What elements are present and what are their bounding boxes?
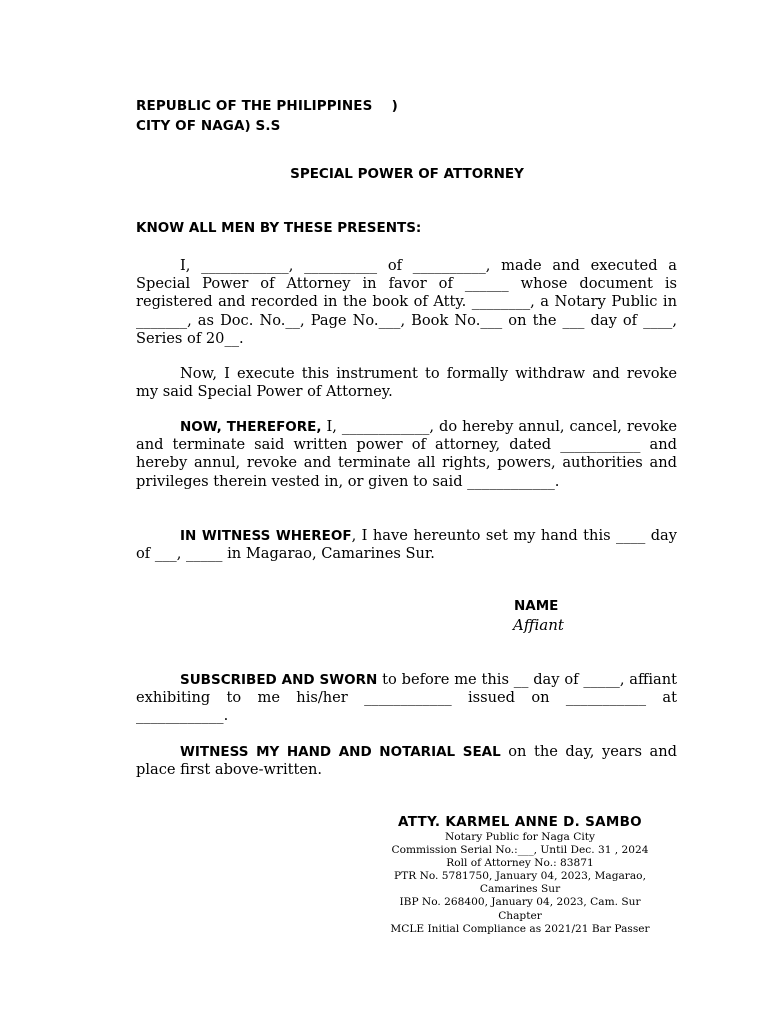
notarial-seal-text: on the day, years and place first above-written.	[136, 743, 677, 779]
notary-roll-number: Roll of Attorney No.: 83871	[446, 857, 594, 870]
notary-commission-serial: Commission Serial No.:___, Until Dec. 31 , 2024	[391, 844, 649, 857]
notary-ibp: IBP No. 268400, January 04, 2023, Cam. Sur	[399, 896, 641, 909]
notarial-seal-lead: WITNESS MY HAND AND NOTARIAL SEAL	[180, 744, 501, 760]
paragraph-revocation	[136, 418, 677, 491]
affiant-role: Affiant	[513, 616, 564, 634]
revocation-text: I, ____________, do hereby annul, cancel, revoke and terminate said written power of attorney, dated ___________ and hereby annul, revoke and terminate all rights, powers, authorities and privileges therein vested in, or given to said ____________.	[136, 418, 677, 490]
jurat-lead: SUBSCRIBED AND SWORN	[180, 672, 378, 688]
paragraph-jurat	[136, 671, 677, 726]
witness-lead: IN WITNESS WHEREOF	[180, 528, 352, 544]
venue-caption	[136, 96, 677, 136]
venue-city: CITY OF NAGA) S.S	[136, 118, 281, 134]
notary-ibp-chapter: Chapter	[498, 909, 542, 922]
affiant-name: NAME	[514, 598, 559, 614]
paragraph-withdrawal: Now, I execute this instrument to formally withdraw and revoke my said Special Power of Attorney.	[136, 365, 677, 401]
notary-name: ATTY. KARMEL ANNE D. SAMBO	[398, 814, 642, 830]
witness-text: , I have hereunto set my hand this ____ day of ___, _____ in Magarao, Camarines Sur.	[136, 527, 677, 563]
notary-ptr: PTR No. 5781750, January 04, 2023, Magarao,	[394, 870, 646, 883]
jurat-text: to before me this __ day of _____, affiant exhibiting to me his/her ____________ issued on ___________ at ____________.	[136, 671, 678, 725]
notary-ptr-place: Camarines Sur	[479, 883, 561, 896]
document-heading: KNOW ALL MEN BY THESE PRESENTS:	[136, 220, 422, 236]
paragraph-notarial-seal	[136, 743, 677, 779]
revocation-lead: NOW, THEREFORE,	[180, 419, 322, 435]
paragraph-witness	[136, 527, 677, 563]
notary-commission-area: Notary Public for Naga City	[445, 831, 595, 843]
notary-block	[360, 814, 680, 936]
venue-country: REPUBLIC OF THE PHILIPPINES )	[136, 98, 398, 114]
notary-mcle: MCLE Initial Compliance as 2021/21 Bar Passer	[390, 922, 650, 935]
paragraph-declaration: I, ____________, __________ of __________, made and executed a Special Power of Attorney in favor of ______ whose document is registered and recorded in the book of Atty. ________, a Notary Public in _______, as Doc. No.__, Page No.___, Book No.___ on the ___ day of ____, Series of 20__.	[136, 257, 677, 347]
document-title: SPECIAL POWER OF ATTORNEY	[290, 166, 524, 182]
